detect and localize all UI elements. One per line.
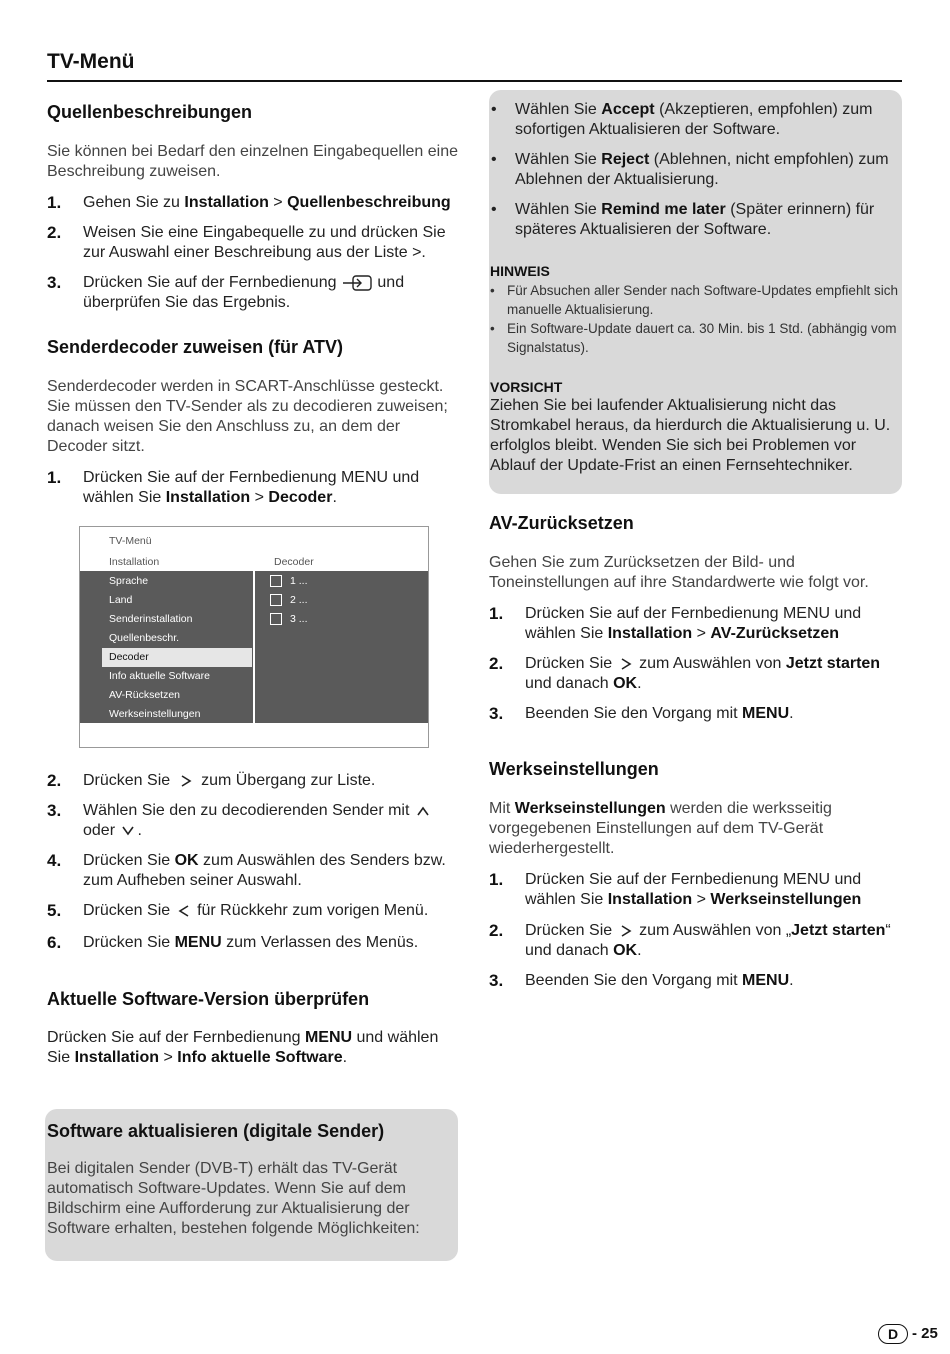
section-text: Drücken Sie auf der Fernbedienung MENU und wählen Sie Installation > Info aktuelle Software. [47, 1029, 439, 1066]
step-2: 2. Drücken Sie zum Übergang zur Liste. [47, 771, 376, 790]
section-senderdecoder [47, 337, 459, 508]
step-1: 1. Drücken Sie auf der Fernbedienung MENU und wählen Sie Installation > Werkseinstellungen [489, 870, 862, 908]
chevron-right-icon [175, 774, 197, 788]
bullet-icon: • [491, 201, 497, 218]
tv-menu-option: 3 ... [290, 613, 308, 625]
list-item: • Wählen Sie Reject (Ablehnen, nicht empfohlen) zum Ablehnen der Aktualisierung. [491, 151, 889, 188]
tv-menu-item[interactable]: Info aktuelle Software [109, 670, 210, 682]
chevron-left-icon [175, 904, 193, 918]
step-3: 3. Beenden Sie den Vorgang mit MENU. [489, 704, 794, 723]
list-item: • Ein Software-Update dauert ca. 30 Min. bis 1 Std. (abhängig vom Signalstatus). [490, 321, 897, 355]
hinweis-note [490, 263, 900, 357]
tv-menu-item[interactable]: Werkseinstellungen [109, 708, 201, 720]
section-title: Quellenbeschreibungen [47, 102, 253, 122]
section-title: Software aktualisieren (digitale Sender) [47, 1121, 385, 1141]
header-divider [47, 80, 902, 82]
hinweis-title: HINWEIS [490, 263, 550, 279]
bullet-icon: • [490, 283, 495, 298]
tv-menu-screenshot [79, 526, 429, 748]
section-intro: Mit Werkseinstellungen werden die werksseitig vorgegebenen Einstellungen auf dem TV-Gerät wiederhergestellt. [489, 800, 832, 857]
section-intro: Senderdecoder werden in SCART-Anschlüsse gesteckt. Sie müssen den TV-Sender als zu decodieren zuweisen; danach weisen Sie den Anschluss zu, an dem der Decoder sitzt. [47, 378, 448, 455]
tv-menu-col-right: Decoder [274, 556, 314, 568]
list-item: • Wählen Sie Remind me later (Später erinnern) für späteres Aktualisieren der Software. [491, 201, 875, 238]
bullet-icon: • [491, 151, 497, 168]
checkbox-icon[interactable] [270, 594, 282, 606]
tv-menu-options [255, 571, 428, 723]
step-2: 2. Drücken Sie zum Auswählen von Jetzt starten und danach OK. [489, 654, 881, 692]
step-5: 5. Drücken Sie für Rückkehr zum vorigen Menü. [47, 901, 429, 920]
tv-menu-item-selected[interactable]: Decoder [109, 651, 149, 663]
step-1: 1. Drücken Sie auf der Fernbedienung MENU und wählen Sie Installation > Decoder. [47, 468, 420, 506]
source-input-icon [341, 274, 373, 292]
step-6: 6. Drücken Sie MENU zum Verlassen des Menüs. [47, 933, 419, 952]
tv-menu-title: TV-Menü [109, 535, 152, 547]
list-item: • Wählen Sie Accept (Akzeptieren, empfohlen) zum sofortigen Aktualisieren der Software. [491, 101, 873, 138]
bullet-icon: • [491, 101, 497, 118]
section-av-reset [489, 513, 902, 724]
vorsicht-title: VORSICHT [490, 379, 563, 395]
bullet-icon: • [490, 321, 495, 336]
chevron-up-icon [414, 804, 432, 818]
chevron-right-icon [617, 657, 635, 671]
tv-menu-item[interactable]: Quellenbeschr. [109, 632, 180, 644]
checkbox-icon[interactable] [270, 613, 282, 625]
section-title: Werkseinstellungen [489, 759, 659, 779]
chevron-down-icon [119, 824, 137, 838]
page-title: TV-Menü [47, 50, 135, 73]
tv-menu-item[interactable]: Sprache [109, 575, 149, 587]
step-2: 2. Drücken Sie zum Auswählen von „Jetzt starten“ und danach OK. [489, 921, 891, 959]
section-quellenbeschreibungen [47, 102, 459, 313]
tv-menu-option: 1 ... [290, 575, 308, 587]
step-1: 1. Drücken Sie auf der Fernbedienung MENU und wählen Sie Installation > AV-Zurücksetzen [489, 604, 862, 642]
tv-menu-item[interactable]: Senderinstallation [109, 613, 193, 625]
checkbox-icon[interactable] [270, 575, 282, 587]
section-title: Aktuelle Software-Version überprüfen [47, 989, 370, 1009]
software-update-box [45, 1109, 458, 1261]
vorsicht-warning [490, 379, 902, 476]
section-title: AV-Zurücksetzen [489, 513, 634, 533]
vorsicht-text: Ziehen Sie bei laufender Aktualisierung nicht das Stromkabel heraus, da hierdurch die Aktualisierung u. U. erfolglos bleibt. Wenden Sie sich bei Problemen vor Ablauf der Update-Frist an einen Fernsehtechniker. [490, 397, 891, 474]
chevron-right-icon [617, 924, 635, 938]
page-number: - 25 [912, 1325, 938, 1342]
decoder-steps [47, 771, 459, 953]
section-werkseinstellungen [489, 759, 902, 991]
step-3: 3. Wählen Sie den zu decodierenden Sender mit oder . [47, 801, 459, 841]
tv-menu-option: 2 ... [290, 594, 308, 606]
section-intro: Gehen Sie zum Zurücksetzen der Bild- und Toneinstellungen auf ihre Standardwerte wie folgt vor. [489, 554, 869, 591]
tv-menu-item[interactable]: Land [109, 594, 133, 606]
update-options-list [491, 100, 891, 240]
tv-menu-item[interactable]: AV-Rücksetzen [109, 689, 181, 701]
step-2: 2. Weisen Sie eine Eingabequelle zu und drücken Sie zur Auswahl einer Beschreibung aus der Liste >. [47, 223, 446, 261]
section-intro: Sie können bei Bedarf den einzelnen Eingabequellen eine Beschreibung zuweisen. [47, 143, 458, 180]
step-3: 3. Drücken Sie auf der Fernbedienung und überprüfen Sie das Ergebnis. [47, 273, 405, 311]
update-options-box [489, 90, 902, 494]
section-title: Senderdecoder zuweisen (für ATV) [47, 337, 344, 357]
step-3: 3. Beenden Sie den Vorgang mit MENU. [489, 971, 794, 990]
step-1: 1. Gehen Sie zu Installation > Quellenbeschreibung [47, 193, 451, 212]
language-badge: D [878, 1324, 908, 1344]
step-4: 4. Drücken Sie OK zum Auswählen des Senders bzw. zum Aufheben seiner Auswahl. [47, 851, 446, 889]
section-intro: Bei digitalen Sender (DVB-T) erhält das TV-Gerät automatisch Software-Updates. Wenn Sie auf dem Bildschirm eine Aufforderung zur Aktualisierung der Software erhalten, bestehen folgende Möglichkeiten: [47, 1160, 420, 1237]
list-item: • Für Absuchen aller Sender nach Software-Updates empfiehlt sich manuelle Aktualisierung. [490, 283, 898, 317]
section-software-version [47, 989, 447, 1068]
tv-menu-col-left: Installation [109, 556, 160, 568]
